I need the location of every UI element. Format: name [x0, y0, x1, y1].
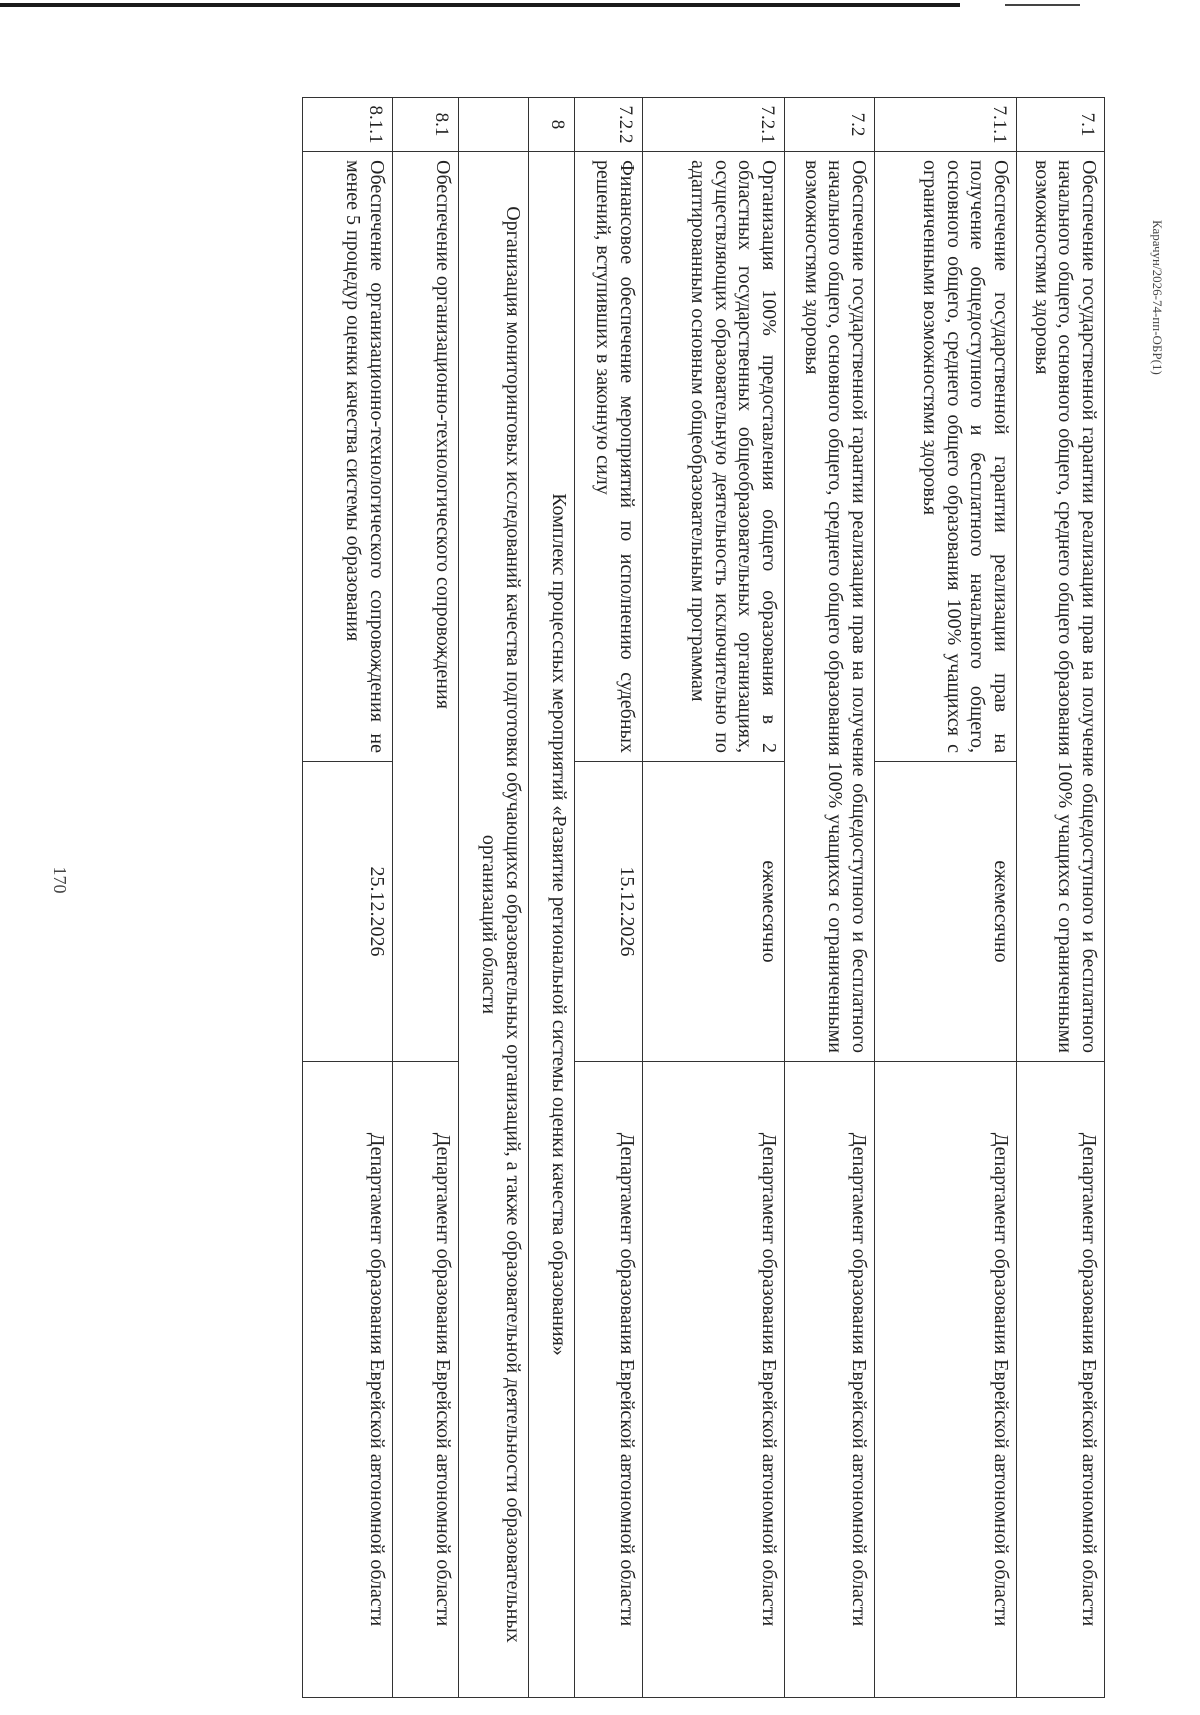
table-row [875, 98, 1017, 1698]
row-deadline: ежемесячно [643, 762, 785, 1062]
row-responsible: Департамент образования Еврейской автономной области [393, 1062, 459, 1698]
row-number: 7.1 [1017, 98, 1105, 152]
row-title: Обеспечение государственной гарантии реализации прав на получение общедоступного и бесплатного начального общего, основного общего, среднего общего образования 100% учащихся с ограниченными возможностями здоровья [1017, 152, 1105, 1062]
table-row [575, 98, 643, 1698]
row-number: 8.1.1 [303, 98, 393, 152]
table-row [643, 98, 785, 1698]
table-row [303, 98, 393, 1698]
table-row [529, 98, 575, 1698]
table-row [459, 98, 529, 1698]
row-number: 8 [529, 98, 575, 152]
row-title: Обеспечение организационно-технологического сопровождения [393, 152, 459, 1062]
row-title: Организация 100% предоставления общего образования в 2 областных государственных общеобразовательных организациях, осуществляющих образовательную деятельность исключительно по адаптированным основным общеобразовательным программам [643, 152, 785, 762]
row-number: 7.1.1 [875, 98, 1017, 152]
row-title: Обеспечение государственной гарантии реализации прав на получение общедоступного и бесплатного начального общего, основного общего, среднего общего образования 100% учащихся с ограниченными возможностями здоровья [875, 152, 1017, 762]
activities-table [302, 97, 1105, 1698]
row-responsible: Департамент образования Еврейской автономной области [303, 1062, 393, 1698]
row-responsible: Департамент образования Еврейской автономной области [785, 1062, 875, 1698]
page-number: 170 [50, 866, 70, 894]
row-title: Комплекс процессных мероприятий «Развитие региональной системы оценки качества образования» [529, 152, 575, 1698]
row-number: 8.1 [393, 98, 459, 152]
row-title: Организация мониторинговых исследований качества подготовки обучающихся образовательных организаций, а также образовательной деятельности образовательных организаций области [459, 152, 529, 1698]
row-responsible: Департамент образования Еврейской автономной области [575, 1062, 643, 1698]
row-responsible: Департамент образования Еврейской автономной области [1017, 1062, 1105, 1698]
rotated-table-sheet [170, 97, 1105, 1697]
row-responsible: Департамент образования Еврейской автономной области [875, 1062, 1017, 1698]
row-title: Финансовое обеспечение мероприятий по исполнению судебных решений, вступивших в законную силу [575, 152, 643, 762]
document-footer-code: Карачун/2026-74-пп-ОБР(1) [1150, 220, 1165, 375]
row-number: 7.2.2 [575, 98, 643, 152]
table-row [1017, 98, 1105, 1698]
table-row [785, 98, 875, 1698]
row-deadline: 25.12.2026 [303, 762, 393, 1062]
row-responsible: Департамент образования Еврейской автономной области [643, 1062, 785, 1698]
row-deadline: 15.12.2026 [575, 762, 643, 1062]
scan-top-line-fragment [1005, 4, 1080, 6]
row-title: Обеспечение организационно-технологического сопровождения не менее 5 процедур оценки качества системы образования [303, 152, 393, 762]
row-deadline: ежемесячно [875, 762, 1017, 1062]
row-number: 7.2 [785, 98, 875, 152]
row-title: Обеспечение государственной гарантии реализации прав на получение общедоступного и бесплатного начального общего, основного общего, среднего общего образования 100% учащихся с ограниченными возможностями здоровья [785, 152, 875, 1062]
row-number [459, 98, 529, 152]
table-row [393, 98, 459, 1698]
scan-top-line [0, 3, 960, 7]
row-number: 7.2.1 [643, 98, 785, 152]
